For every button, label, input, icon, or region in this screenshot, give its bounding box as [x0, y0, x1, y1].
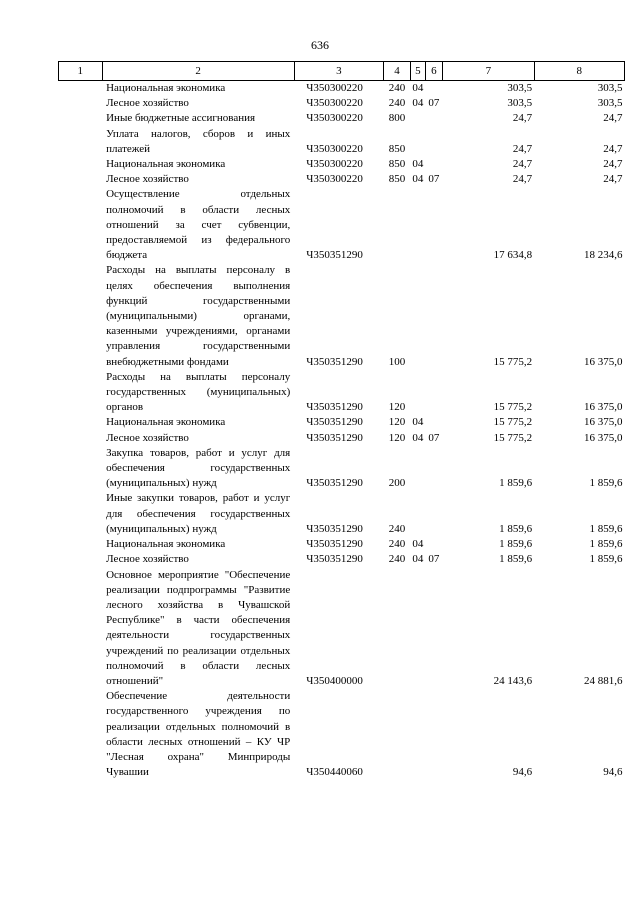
- header-col-3: 3: [294, 62, 383, 81]
- cell-c4: 240: [388, 82, 406, 94]
- cell-c6: 07: [428, 173, 440, 186]
- table-row: [59, 537, 625, 552]
- cell-c4: 850: [388, 142, 406, 155]
- table-row: [59, 263, 625, 369]
- cell-c5: 04: [412, 538, 424, 551]
- cell-v7: 1 859,6: [499, 553, 533, 566]
- cell-c4: [384, 187, 411, 263]
- table-row: [59, 431, 625, 446]
- cell-code: Ч350300220: [306, 173, 363, 186]
- cell-v8: 16 375,0: [584, 431, 623, 444]
- cell-code: Ч350351290: [306, 401, 363, 414]
- cell-c5: 04: [412, 97, 424, 110]
- cell-code: Ч350400000: [306, 674, 363, 687]
- cell-c4: 200: [388, 477, 406, 490]
- cell-v7: 15 775,2: [493, 401, 533, 414]
- cell-v7: 15 775,2: [493, 431, 533, 444]
- cell-c6: [425, 415, 443, 430]
- table-row: [59, 689, 625, 780]
- cell-c6: [425, 81, 443, 97]
- table-row: [59, 415, 625, 430]
- cell-name: Национальная экономика: [106, 82, 226, 94]
- cell-c6: 07: [428, 553, 440, 566]
- cell-c4: 120: [388, 416, 406, 429]
- cell-name: Лесное хозяйство: [106, 173, 189, 186]
- table-body: [59, 81, 625, 781]
- cell-c5: 04: [412, 416, 424, 429]
- cell-code: Ч350300220: [306, 112, 363, 125]
- cell-name: Расходы на выплаты персоналу в целях обеспечения выполнения функций государственными (муниципальными) органами, казенными учреждениями, органами управления государственными внебюджетными фондами: [106, 264, 291, 368]
- cell-c6: [425, 187, 443, 263]
- cell-empty: [59, 127, 103, 157]
- cell-c4: [384, 568, 411, 690]
- table-row: [59, 370, 625, 416]
- cell-code: Ч350351290: [306, 249, 363, 262]
- cell-empty: [59, 81, 103, 97]
- table-header-row: [59, 62, 625, 81]
- cell-empty: [59, 446, 103, 492]
- cell-v7: 24,7: [512, 173, 533, 186]
- cell-v7: 94,6: [512, 766, 533, 779]
- cell-c5: 04: [412, 553, 424, 566]
- header-col-4: 4: [384, 62, 411, 81]
- cell-c6: [425, 491, 443, 537]
- cell-name: Иные закупки товаров, работ и услуг для обеспечения государственных (муниципальных) нужд: [106, 492, 291, 535]
- cell-empty: [59, 568, 103, 690]
- cell-c4: 850: [388, 173, 406, 186]
- cell-empty: [59, 370, 103, 416]
- cell-v7: 17 634,8: [493, 249, 533, 262]
- cell-v8: 24,7: [603, 142, 623, 155]
- cell-v8: 303,5: [597, 82, 623, 94]
- cell-name: Лесное хозяйство: [106, 431, 189, 444]
- cell-code: Ч350351290: [306, 522, 363, 535]
- cell-name: Национальная экономика: [106, 158, 226, 171]
- cell-c6: [425, 689, 443, 780]
- cell-code: Ч350440060: [306, 766, 363, 779]
- cell-empty: [59, 263, 103, 369]
- table-row: [59, 568, 625, 690]
- table-row: [59, 111, 625, 126]
- cell-c4: 850: [388, 158, 406, 171]
- cell-c5: [411, 263, 426, 369]
- cell-c5: [411, 127, 426, 157]
- cell-v8: 1 859,6: [589, 538, 623, 551]
- header-col-7: 7: [443, 62, 534, 81]
- cell-v8: 24,7: [603, 158, 623, 171]
- table-row: [59, 157, 625, 172]
- header-col-2: 2: [102, 62, 294, 81]
- cell-name: Основное мероприятие "Обеспечение реализации подпрограммы "Развитие лесного хозяйства в Чувашской Республике" в части обеспечения деятельности государственных учреждений по реализации отдельных полномочий в области лесных отношений": [106, 568, 291, 687]
- cell-empty: [59, 552, 103, 567]
- cell-name: Уплата налогов, сборов и иных платежей: [106, 127, 291, 155]
- cell-c5: [411, 568, 426, 690]
- header-col-5: 5: [411, 62, 426, 81]
- cell-c4: 100: [388, 355, 406, 368]
- cell-empty: [59, 111, 103, 126]
- cell-v8: 24,7: [603, 112, 623, 125]
- cell-v7: 24,7: [512, 112, 533, 125]
- cell-empty: [59, 491, 103, 537]
- table-row: [59, 446, 625, 492]
- cell-name: Лесное хозяйство: [106, 97, 189, 110]
- cell-v7: 24 143,6: [493, 674, 533, 687]
- cell-c5: 04: [412, 431, 424, 444]
- cell-empty: [59, 157, 103, 172]
- cell-c6: [425, 370, 443, 416]
- cell-c6: [425, 568, 443, 690]
- cell-v8: 1 859,6: [589, 477, 623, 490]
- cell-v7: 15 775,2: [493, 355, 533, 368]
- cell-code: Ч350300220: [306, 142, 363, 155]
- table-row: [59, 187, 625, 263]
- cell-c5: 04: [412, 158, 424, 171]
- cell-v8: 1 859,6: [589, 522, 623, 535]
- cell-code: Ч350351290: [306, 538, 363, 551]
- cell-c5: [411, 370, 426, 416]
- header-col-6: 6: [425, 62, 443, 81]
- cell-c6: [425, 111, 443, 126]
- cell-v8: 24 881,6: [584, 674, 623, 687]
- cell-name: Расходы на выплаты персоналу государственных (муниципальных) органов: [106, 370, 291, 414]
- page-number: 636: [311, 38, 329, 52]
- cell-c4: 120: [388, 401, 406, 414]
- cell-v8: 18 234,6: [584, 249, 623, 262]
- cell-c6: 07: [428, 97, 440, 110]
- cell-c6: [425, 263, 443, 369]
- cell-v8: 303,5: [597, 97, 623, 110]
- cell-empty: [59, 537, 103, 552]
- cell-name: Иные бюджетные ассигнования: [106, 112, 256, 125]
- cell-c5: [411, 689, 426, 780]
- cell-empty: [59, 96, 103, 111]
- cell-v8: 1 859,6: [589, 553, 623, 566]
- cell-v7: 24,7: [512, 158, 533, 171]
- cell-code: Ч350300220: [306, 158, 363, 171]
- cell-c6: [425, 157, 443, 172]
- cell-v7: 1 859,6: [499, 538, 533, 551]
- cell-c4: [384, 689, 411, 780]
- cell-c5: [411, 187, 426, 263]
- cell-v7: 303,5: [507, 82, 533, 94]
- cell-name: Лесное хозяйство: [106, 553, 189, 566]
- table-row: [59, 552, 625, 567]
- cell-code: Ч350351290: [306, 416, 363, 429]
- cell-v7: 1 859,6: [499, 477, 533, 490]
- cell-v7: 24,7: [512, 142, 533, 155]
- cell-c6: [425, 127, 443, 157]
- cell-empty: [59, 415, 103, 430]
- cell-empty: [59, 172, 103, 187]
- table-row: [59, 96, 625, 111]
- cell-c4: 240: [388, 97, 406, 110]
- cell-code: Ч350351290: [306, 355, 363, 368]
- cell-c4: 240: [388, 538, 406, 551]
- cell-name: Закупка товаров, работ и услуг для обеспечения государственных (муниципальных) нужд: [106, 446, 291, 490]
- cell-c5: [411, 491, 426, 537]
- cell-c5: [411, 111, 426, 126]
- cell-c4: 120: [388, 431, 406, 444]
- table-row: [59, 127, 625, 157]
- cell-v8: 94,6: [603, 766, 623, 779]
- cell-name: Национальная экономика: [106, 538, 226, 551]
- cell-name: Обеспечение деятельности государственного учреждения по реализации отдельных полномочий в области лесных отношений – КУ ЧР "Лесная охрана" Минприроды Чувашии: [106, 690, 291, 779]
- cell-empty: [59, 689, 103, 780]
- cell-c6: 07: [428, 431, 440, 444]
- header-col-8: 8: [534, 62, 624, 81]
- cell-c5: [411, 446, 426, 492]
- table-row: [59, 172, 625, 187]
- table-row: [59, 491, 625, 537]
- cell-c6: [425, 446, 443, 492]
- cell-c4: 240: [388, 553, 406, 566]
- cell-name: Национальная экономика: [106, 416, 226, 429]
- cell-code: Ч350300220: [306, 82, 363, 94]
- cell-v8: 16 375,0: [584, 416, 623, 429]
- cell-empty: [59, 187, 103, 263]
- cell-c5: 04: [412, 173, 424, 186]
- header-col-1: 1: [59, 62, 103, 81]
- budget-table: [58, 61, 625, 780]
- cell-v7: 15 775,2: [493, 416, 533, 429]
- cell-c5: 04: [412, 82, 424, 94]
- cell-v7: 1 859,6: [499, 522, 533, 535]
- cell-empty: [59, 431, 103, 446]
- cell-c6: [425, 537, 443, 552]
- cell-v8: 24,7: [603, 173, 623, 186]
- cell-v7: 303,5: [507, 97, 533, 110]
- cell-c4: 240: [388, 522, 406, 535]
- cell-v8: 16 375,0: [584, 355, 623, 368]
- cell-code: Ч350351290: [306, 553, 363, 566]
- cell-code: Ч350300220: [306, 97, 363, 110]
- cell-name: Осуществление отдельных полномочий в области лесных отношений за счет субвенции, предоставляемой из федерального бюджета: [106, 188, 291, 262]
- cell-code: Ч350351290: [306, 431, 363, 444]
- table-row: [59, 81, 625, 97]
- cell-code: Ч350351290: [306, 477, 363, 490]
- cell-c4: 800: [388, 112, 406, 125]
- cell-v8: 16 375,0: [584, 401, 623, 414]
